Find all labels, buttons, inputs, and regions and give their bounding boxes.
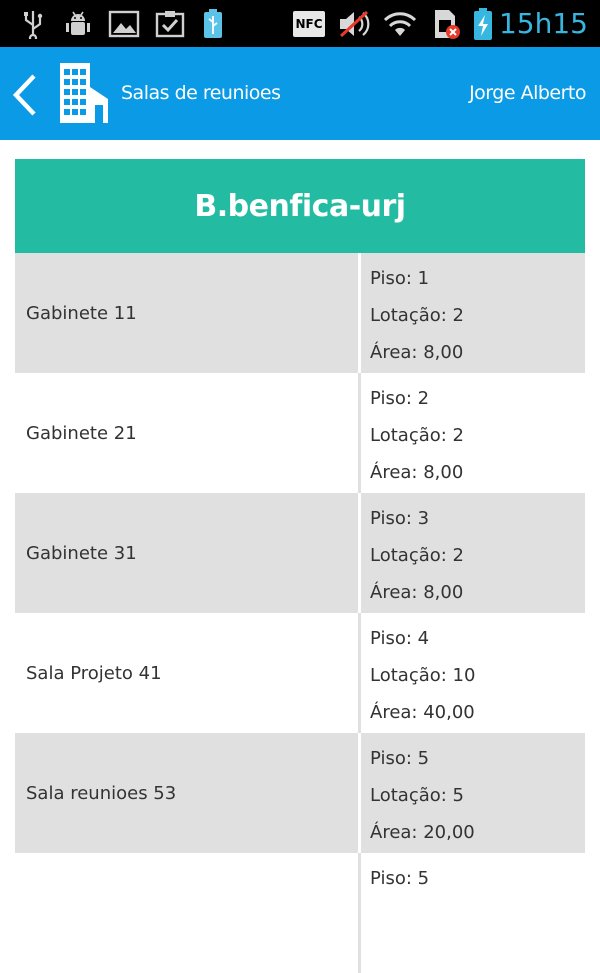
row-divider: [358, 733, 361, 853]
room-list: [15, 253, 585, 973]
room-row[interactable]: [15, 493, 585, 613]
room-floor: Piso: 2: [370, 388, 430, 409]
building-name: B.benfica-urj: [194, 188, 406, 224]
room-details: [370, 261, 464, 372]
row-divider: [358, 373, 361, 493]
room-name: Sala Projeto 41: [26, 662, 162, 684]
app-title: Salas de reunioes: [121, 82, 281, 104]
room-details: [370, 741, 475, 852]
room-area: [370, 935, 429, 972]
room-name: Gabinete 21: [26, 422, 137, 444]
usb-icon: [20, 8, 46, 40]
room-row[interactable]: [15, 853, 585, 973]
image-icon: [107, 8, 141, 40]
room-floor: Piso: 5: [370, 748, 430, 769]
mute-icon: [336, 8, 374, 40]
building-icon: [50, 59, 118, 127]
room-name: Sala reunioes 53: [26, 782, 177, 804]
room-area: Área: 20,00: [370, 822, 475, 843]
clipboard-check-icon: [153, 8, 187, 40]
battery-charging-icon: [470, 8, 496, 40]
row-divider: [358, 853, 361, 973]
room-name: Gabinete 11: [26, 302, 137, 324]
room-capacity: [370, 898, 429, 935]
room-area: Área: 8,00: [370, 342, 464, 363]
status-time: 15h15: [498, 7, 588, 40]
room-details: [370, 381, 464, 492]
nfc-icon: NFC: [292, 8, 326, 40]
room-area: Área: 8,00: [370, 582, 464, 603]
room-capacity: Lotação: 10: [370, 665, 476, 686]
room-area: Área: 8,00: [370, 462, 464, 483]
room-floor: Piso: 3: [370, 508, 430, 529]
room-row[interactable]: [15, 733, 585, 853]
room-capacity: Lotação: 2: [370, 305, 464, 326]
room-row[interactable]: [15, 613, 585, 733]
android-debug-icon: [62, 8, 94, 40]
wifi-icon: [380, 8, 420, 40]
room-capacity: Lotação: 2: [370, 545, 464, 566]
room-name: Gabinete 31: [26, 542, 137, 564]
room-floor: Piso: 1: [370, 268, 430, 289]
no-sim-icon: [430, 8, 462, 40]
status-bar: [0, 0, 600, 47]
room-floor: Piso: 5: [370, 868, 430, 889]
chevron-left-icon: [10, 73, 40, 117]
room-row[interactable]: [15, 373, 585, 493]
room-capacity: Lotação: 5: [370, 785, 464, 806]
room-details: [370, 861, 429, 972]
room-area: Área: 40,00: [370, 702, 475, 723]
room-details: [370, 501, 464, 612]
row-divider: [358, 253, 361, 373]
room-details: [370, 621, 475, 732]
row-divider: [358, 613, 361, 733]
room-capacity: Lotação: 2: [370, 425, 464, 446]
user-name[interactable]: Jorge Alberto: [469, 82, 586, 104]
row-divider: [358, 493, 361, 613]
room-floor: Piso: 4: [370, 628, 430, 649]
building-header: [15, 159, 585, 253]
back-button[interactable]: [10, 73, 40, 117]
room-row[interactable]: [15, 253, 585, 373]
usb-battery-icon: [200, 8, 226, 40]
app-bar: [0, 47, 600, 140]
